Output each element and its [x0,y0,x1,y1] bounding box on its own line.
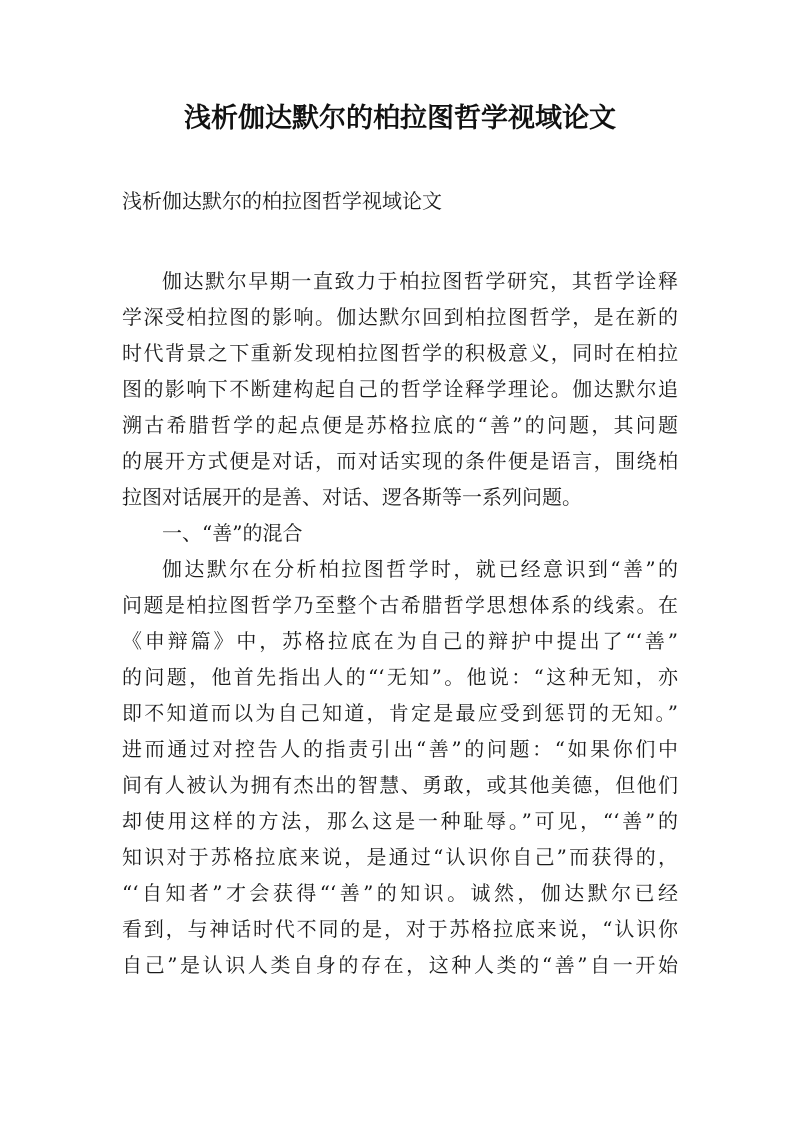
body-line: 的展开方式便是对话，而对话实现的条件便是语言，围绕柏 [122,449,678,473]
body-line: 进而通过对控告人的指责引出“善”的问题：“如果你们中 [122,737,678,761]
body-line: 时代背景之下重新发现柏拉图哲学的积极意义，同时在柏拉 [122,341,678,365]
body-line: 看到，与神话时代不同的是，对于苏格拉底来说，“认识你 [122,917,678,941]
body-line: 的问题，他首先指出人的“‘无知”。他说：“这种无知，亦 [122,665,678,689]
body-line: 溯古希腊哲学的起点便是苏格拉底的“善”的问题，其问题 [122,413,678,437]
body-line: 自己”是认识人类自身的存在，这种人类的“善”自一开始 [122,953,678,977]
body-line: “‘自知者”才会获得“‘善”的知识。诚然，伽达默尔已经 [122,881,678,905]
body-line: 《申辩篇》中，苏格拉底在为自己的辩护中提出了“‘善” [122,629,678,653]
body-line: 即不知道而以为自己知道，肯定是最应受到惩罚的无知。” [122,701,678,725]
body-line: 图的影响下不断建构起自己的哲学诠释学理论。伽达默尔追 [122,377,678,401]
body-line: 伽达默尔早期一直致力于柏拉图哲学研究，其哲学诠释 [162,269,678,293]
section-heading: 一、“善”的混合 [162,521,303,545]
body-line: 学深受柏拉图的影响。伽达默尔回到柏拉图哲学，是在新的 [122,305,678,329]
document-title: 浅析伽达默尔的柏拉图哲学视域论文 [184,103,616,134]
body-line: 知识对于苏格拉底来说，是通过“认识你自己”而获得的， [122,845,678,869]
body-line: 间有人被认为拥有杰出的智慧、勇敢，或其他美德，但他们 [122,773,678,797]
document-subtitle: 浅析伽达默尔的柏拉图哲学视域论文 [122,189,442,213]
body-line: 伽达默尔在分析柏拉图哲学时，就已经意识到“善”的 [162,557,678,581]
body-line: 拉图对话展开的是善、对话、逻各斯等一系列问题。 [122,485,582,509]
body-line: 却使用这样的方法，那么这是一种耻辱。”可见，“‘善”的 [122,809,678,833]
body-line: 问题是柏拉图哲学乃至整个古希腊哲学思想体系的线索。在 [122,593,678,617]
